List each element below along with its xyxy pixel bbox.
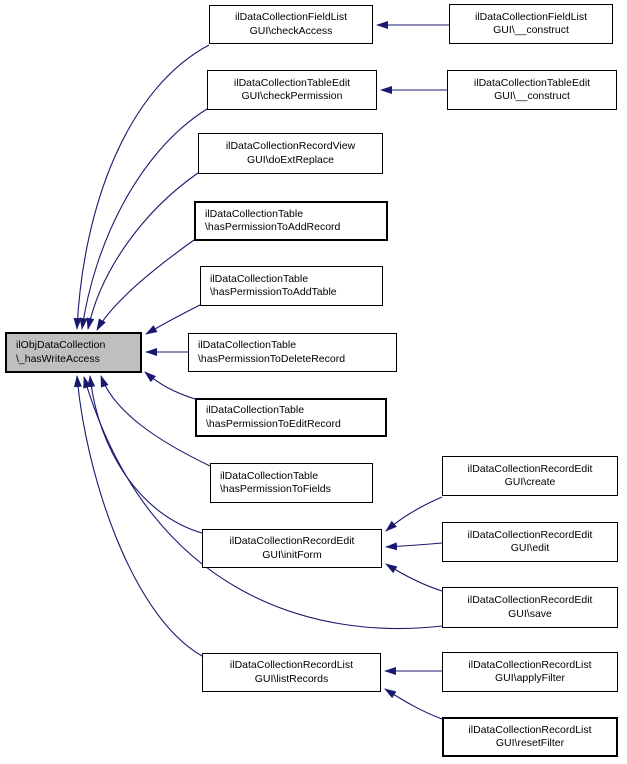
edge-create-to-initForm	[386, 497, 442, 531]
node-label-line1: ilDataCollectionFieldList	[474, 10, 588, 23]
node-label-line1: ilDataCollectionTable	[220, 469, 319, 482]
node-initForm[interactable]	[202, 529, 382, 568]
edge-save-to-initForm	[386, 564, 442, 591]
edge-listRecords-to-hasWriteAccess	[77, 376, 202, 656]
node-create[interactable]	[442, 456, 618, 496]
node-label-line1: ilObjDataCollection	[16, 339, 106, 351]
node-label-line2: GUI\applyFilter	[494, 672, 566, 684]
node-label-line2: GUI\checkPermission	[241, 90, 343, 102]
node-fieldListConstruct[interactable]	[449, 4, 613, 44]
node-checkAccess[interactable]	[209, 5, 373, 44]
edge-edit-to-initForm	[386, 543, 442, 547]
node-label-line2: GUI\initForm	[262, 548, 322, 561]
node-label-line1: ilDataCollectionFieldList	[234, 11, 348, 23]
node-applyFilter[interactable]	[442, 652, 618, 692]
node-label-line1: ilDataCollectionTable	[206, 404, 305, 416]
edge-doExtReplace-to-hasWriteAccess	[88, 173, 198, 329]
edge-initForm-to-hasWriteAccess	[90, 376, 202, 533]
node-label-line2: \hasPermissionToAddTable	[210, 286, 337, 298]
node-label-line2: GUI\doExtReplace	[247, 153, 334, 166]
node-label-line2: \hasPermissionToEditRecord	[206, 417, 341, 430]
node-label-line1: ilDataCollectionRecordList	[468, 658, 592, 671]
node-tableEditConstruct[interactable]	[447, 70, 617, 110]
node-label-line2: GUI\checkAccess	[249, 24, 333, 37]
node-hasPermissionToAddTable[interactable]	[200, 266, 383, 306]
edge-resetFilter-to-listRecords	[385, 689, 442, 719]
node-edit[interactable]	[442, 522, 618, 562]
node-label-line2: \hasPermissionToDeleteRecord	[198, 352, 346, 365]
node-label-line2: GUI\__construct	[494, 90, 570, 102]
node-label-line2: \hasPermissionToAddRecord	[205, 221, 341, 233]
node-hasPermissionToFields[interactable]	[210, 463, 373, 503]
node-label-line2: GUI\edit	[510, 542, 550, 554]
node-label-line2: GUI\save	[508, 607, 552, 620]
node-label-line2: GUI\create	[504, 476, 556, 488]
node-label-line1: ilDataCollectionRecordView	[225, 140, 356, 152]
node-label-line1: ilDataCollectionRecordEdit	[467, 528, 593, 541]
edge-checkPermission-to-hasWriteAccess	[82, 109, 207, 329]
node-resetFilter[interactable]	[442, 717, 618, 757]
node-hasPermissionToDeleteRecord[interactable]	[188, 333, 397, 372]
node-save[interactable]	[442, 587, 618, 628]
edge-hasPermissionToAddTable-to-hasWriteAccess	[146, 305, 200, 334]
node-hasWriteAccess	[5, 332, 142, 373]
node-label-line1: ilDataCollectionRecordEdit	[467, 594, 593, 606]
node-checkPermission[interactable]	[207, 70, 377, 110]
edge-hasPermissionToFields-to-hasWriteAccess	[101, 376, 210, 466]
node-doExtReplace[interactable]	[198, 133, 383, 174]
node-label-line2: GUI\__construct	[493, 24, 569, 36]
node-label-line2: GUI\resetFilter	[495, 737, 565, 749]
node-hasPermissionToAddRecord[interactable]	[194, 201, 388, 241]
edge-checkAccess-to-hasWriteAccess	[77, 45, 209, 329]
node-listRecords[interactable]	[202, 653, 381, 692]
node-label-line2: \_hasWriteAccess	[16, 352, 100, 365]
node-label-line1: ilDataCollectionTable	[210, 272, 309, 285]
edge-hasPermissionToEditRecord-to-hasWriteAccess	[145, 372, 195, 399]
node-label-line1: ilDataCollectionRecordList	[468, 723, 592, 736]
node-label-line1: ilDataCollectionRecordEdit	[229, 535, 355, 547]
node-hasPermissionToEditRecord[interactable]	[195, 398, 387, 437]
node-label-line2: \hasPermissionToFields	[220, 483, 331, 495]
node-label-line1: ilDataCollectionTableEdit	[233, 76, 351, 89]
node-label-line1: ilDataCollectionTable	[198, 339, 297, 351]
node-label-line1: ilDataCollectionTable	[205, 207, 304, 220]
node-label-line1: ilDataCollectionRecordEdit	[467, 462, 593, 475]
node-label-line1: ilDataCollectionTableEdit	[473, 76, 591, 89]
edge-hasPermissionToAddRecord-to-hasWriteAccess	[97, 240, 194, 330]
node-label-line1: ilDataCollectionRecordList	[229, 659, 354, 671]
node-label-line2: GUI\listRecords	[254, 672, 329, 685]
